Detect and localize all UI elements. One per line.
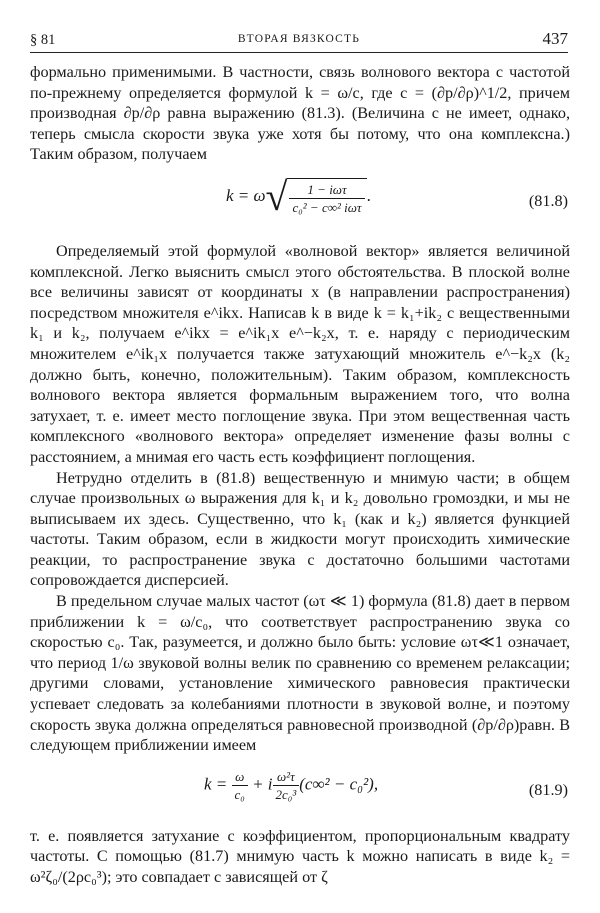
equation-81-9-expression: k = $\frac{\omega}{\text{c₀}}$ + i $\frac{\text{ω²τ}}{\text{2c₀³}}$ (c∞² − c₀²), <box>204 768 379 802</box>
page-number: 437 <box>542 29 568 48</box>
running-header <box>30 28 568 53</box>
paragraph-2: Определяемый этой формулой «волновой вектор» является величиной комплексной. Легко выяснить смысл этого обстоятельства. В плоской волне все величины зависят от координаты x (в направлении распространения) посредством множителя e^ikx. Написав k в виде k = k₁+ik₂ с вещественными k₁ и k₂, получаем e^ikx = e^ik₁x e^−k₂x, т. е. наряду с периодическим множителем e^ik₁x получается также затухающий множитель e^−k₂x (k₂ должно быть, конечно, положительным). Таким образом, комплексность волнового вектора является формальным выражением того, что волна затухает, т. е. имеет место поглощение звука. При этом вещественная часть комплексного «волнового вектора» определяет изменение фазы волны с расстоянием, а мнимая его часть есть коэффициент поглощения. <box>30 241 570 466</box>
equation-81-8 <box>30 169 570 235</box>
page-body <box>30 62 570 888</box>
equation-81-9 <box>30 762 570 822</box>
paragraph-5: т. е. появляется затухание с коэффициентом, пропорциональным квадрату частоты. С помощью (81.7) мнимую часть k можно написать в виде k₂ = ω²ζ₀/(2ρc₀³); это совпадает с зависящей от ζ <box>30 826 570 886</box>
equation-number: (81.9) <box>528 780 568 799</box>
running-title: ВТОРАЯ ВЯЗКОСТЬ <box>237 33 361 45</box>
fraction: $\frac{\text{1 − iωτ}}{\text{c₀² − c∞² iωτ}}$ <box>289 181 364 216</box>
equation-number: (81.8) <box>528 191 568 210</box>
radical-sign: √ <box>265 173 288 219</box>
equation-81-8-expression: k = ω√ $\frac{\text{1 − iωτ}}{\text{c₀² − c∞² iωτ}}$ . <box>226 173 371 219</box>
paragraph-1: формально применимыми. В частности, связь волнового вектора с частотой по-прежнему определяется формулой k = ω/c, где c = (∂p/∂ρ)^1/2, причем производная ∂p/∂ρ равна выражению (81.3). (Величина c не имеет, однако, теперь смысла скорости звука уже хотя бы потому, что она комплексна.) Таким образом, получаем <box>30 63 570 164</box>
paragraph-3: Нетрудно отделить в (81.8) вещественную и мнимую части; в общем случае произвольных ω выражения для k₁ и k₂ довольно громоздки, и мы не выписываем их здесь. Существенно, что k₁ (как и k₂) является функцией частоты. Таким образом, если в жидкости могут происходить химические реакции, то распространение звука с достаточно большими частотами сопровождается дисперсией. <box>30 468 570 590</box>
paragraph-4: В предельном случае малых частот (ωτ ≪ 1) формула (81.8) дает в первом приближении k = ω/c₀, что соответствует распространению звука со скоростью c₀. Так, разумеется, и должно было быть: условие ωτ≪1 означает, что период 1/ω звуковой волны велик по сравнению со временем релаксации; другими словами, установление химического равновесия практически успевает следовать за колебаниями плотности в звуковой волне, и поэтому скорость звука должна определяться равновесной производной (∂p/∂ρ)равн. В следующем приближении имеем <box>30 592 570 755</box>
section-number: § 81 <box>30 32 56 48</box>
